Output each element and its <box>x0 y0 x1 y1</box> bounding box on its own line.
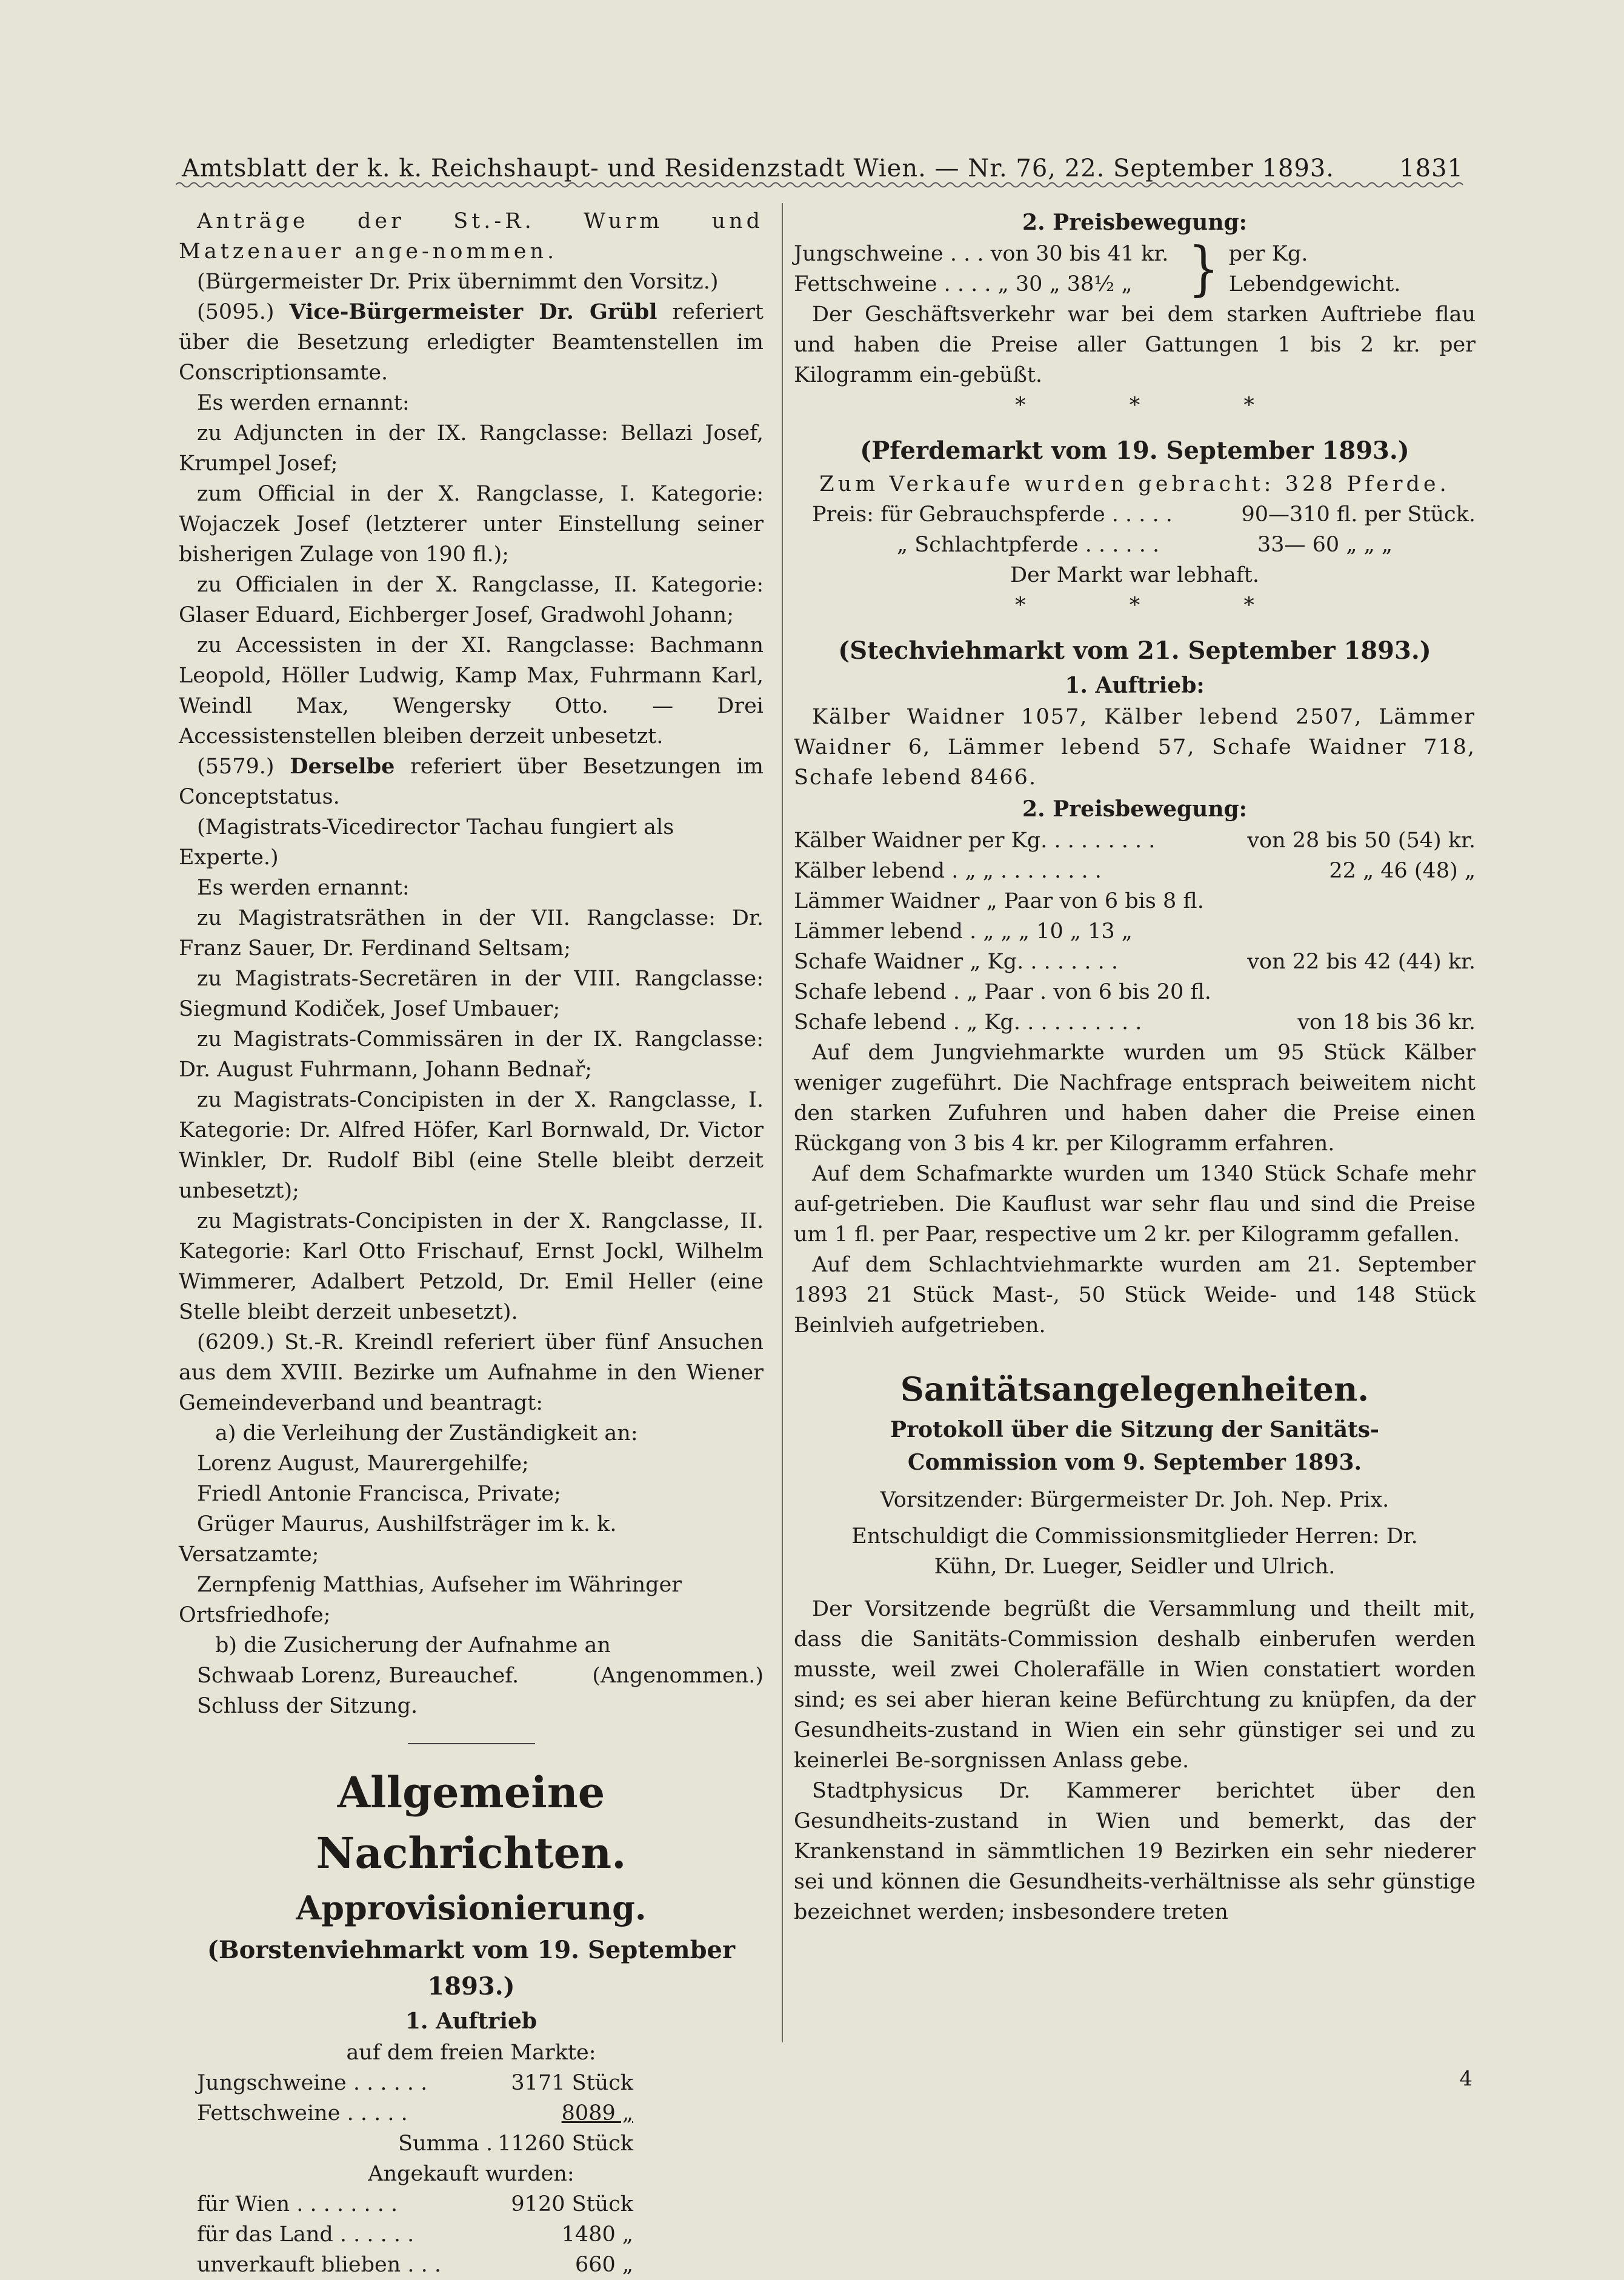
subheading: 2. Preisbewegung: <box>1022 796 1247 822</box>
subheading: auf dem freien Markte: <box>346 2041 596 2065</box>
paragraph: Es werden ernannt: <box>197 391 410 415</box>
row-label: für das Land . . . . . . <box>197 2222 414 2247</box>
paragraph: Grüger Maurus, Aushilfsträger im k. k. Versatzamte; <box>179 1512 617 1567</box>
table-row <box>794 916 1476 947</box>
paragraph: Entschuldigt die Commissionsmitglieder Herren: Dr. Kühn, Dr. Lueger, Seidler und Ulrich. <box>851 1524 1418 1579</box>
paragraph-text: (Angenommen.) <box>592 1664 764 1688</box>
paragraph: Es werden ernannt: <box>197 876 410 900</box>
price-row: Fettschweine . . . . „ 30 „ 38½ „ <box>794 272 1133 296</box>
paragraph <box>179 752 764 812</box>
signature-mark: 4 <box>1459 2067 1473 2091</box>
table-row <box>197 2189 633 2219</box>
purchase-table <box>197 2189 633 2280</box>
separator-stars: * * * <box>1015 593 1303 618</box>
row-value: von 18 bis 36 kr. <box>1297 1010 1476 1035</box>
page-number: 1831 <box>1399 155 1463 182</box>
speaker-name: Vice-Bürgermeister Dr. Grübl <box>289 299 657 324</box>
item-number: (5579.) <box>197 755 275 779</box>
table-row <box>794 499 1476 530</box>
price-table <box>794 825 1476 1038</box>
subsection-heading: Approvisionierung. <box>296 1888 647 1927</box>
row-value: 11260 Stück <box>498 2132 633 2156</box>
row-value: von 28 bis 50 (54) kr. <box>1247 828 1476 853</box>
right-column <box>794 206 1476 1927</box>
row-value: 660 „ <box>574 2253 633 2277</box>
paragraph: Der Geschäftsverkehr war bei dem starken Auftriebe flau und haben die Preise aller Gattungen 1 bis 2 kr. per Kilogramm ein-gebüßt. <box>794 302 1476 387</box>
paragraph: Lorenz August, Maurergehilfe; <box>197 1452 529 1476</box>
table-row <box>794 977 1476 1007</box>
row-label: unverkauft blieben . . . <box>197 2253 441 2277</box>
row-label: Kälber lebend . „ „ . . . . . . . . <box>794 859 1102 883</box>
left-column <box>179 206 764 2280</box>
paragraph: zu Magistratsräthen in der VII. Rangclasse: Dr. Franz Sauer, Dr. Ferdinand Seltsam; <box>179 906 764 961</box>
row-value: 90—310 fl. per Stück. <box>1241 502 1476 527</box>
table-row <box>794 530 1476 560</box>
row-label: für Wien . . . . . . . . <box>197 2192 398 2216</box>
speaker-name: Derselbe <box>290 754 395 779</box>
brace-symbol: } <box>1188 235 1219 303</box>
paragraph-text: referiert über Besetzungen im Conceptstatus. <box>179 755 764 809</box>
subheading: 2. Preisbewegung: <box>1022 210 1247 235</box>
row-label: Lämmer lebend . „ „ „ 10 „ 13 „ <box>794 919 1133 944</box>
price-block <box>794 235 1476 303</box>
row-label: Fettschweine . . . . . <box>197 2101 408 2125</box>
table-row <box>197 2128 633 2159</box>
table-row <box>794 825 1476 856</box>
row-label: Preis: für Gebrauchspferde . . . . . <box>812 502 1173 527</box>
table-row <box>197 2068 633 2098</box>
protocol-heading: Protokoll über die Sitzung der Sanitäts-Commission vom 9. September 1893. <box>890 1417 1379 1475</box>
paragraph: Auf dem Jungviehmarkte wurden um 95 Stück Kälber weniger zugeführt. Die Nachfrage entsprach beiweitem nicht den starken Zufuhren und haben daher die Preise einen Rückgang von 3 bis 4 kr. per Kilogramm erfahren. <box>794 1041 1476 1156</box>
row-value: von 22 bis 42 (44) kr. <box>1247 950 1476 974</box>
paragraph: zu Magistrats-Commissären in der IX. Rangclasse: Dr. August Fuhrmann, Johann Bednař; <box>179 1027 764 1082</box>
table-row <box>197 2250 633 2280</box>
column-divider <box>782 203 783 2042</box>
row-label: Schafe Waidner „ Kg. . . . . . . . <box>794 950 1118 974</box>
table-row <box>794 947 1476 977</box>
row-label: Schafe lebend . „ Paar . von 6 bis 20 fl. <box>794 980 1211 1004</box>
paragraph: zu Magistrats-Concipisten in der X. Rangclasse, II. Kategorie: Karl Otto Frischauf, Ernst Jockl, Wilhelm Wimmerer, Adalbert Petzold, Dr. Emil Heller (eine Stelle bleibt derzeit unbesetzt). <box>179 1209 764 1324</box>
paragraph: Zernpfenig Matthias, Aufseher im Währinger Ortsfriedhofe; <box>179 1573 682 1627</box>
livestock-table <box>197 2068 633 2159</box>
price-row: Jungschweine . . . von 30 bis 41 kr. <box>794 242 1169 266</box>
paragraph: (Bürgermeister Dr. Prix übernimmt den Vorsitz.) <box>197 270 719 294</box>
section-divider <box>408 1743 535 1744</box>
paragraph: Zum Verkaufe wurden gebracht: 328 Pferde. <box>819 472 1450 496</box>
price-note: per Kg. Lebendgewicht. <box>1228 242 1401 296</box>
subheading: 1. Auftrieb: <box>1065 673 1205 698</box>
paragraph-text: Schwaab Lorenz, Bureauchef. <box>197 1664 519 1688</box>
paragraph: Friedl Antonie Francisca, Private; <box>197 1482 561 1506</box>
paragraph: Der Vorsitzende begrüßt die Versammlung und theilt mit, dass die Sanitäts-Commission deshalb einberufen werden musste, weil zwei Cholerafälle in Wien constatiert worden sind; es sei aber hieran keine Befürchtung zu knüpfen, da der Gesundheits-zustand in Wien ein sehr günstiger sei und zu keinerlei Be-sorgnissen Anlass gebe. <box>794 1597 1476 1773</box>
header-wavy-rule <box>176 181 1466 189</box>
row-label: Schafe lebend . „ Kg. . . . . . . . . . <box>794 1010 1142 1035</box>
paragraph <box>179 1661 764 1691</box>
paragraph: Vorsitzender: Bürgermeister Dr. Joh. Nep. Prix. <box>880 1488 1389 1512</box>
row-value: 33— 60 „ „ „ <box>1257 533 1393 557</box>
row-value: 9120 Stück <box>511 2192 633 2216</box>
row-value: 8089 „ <box>561 2101 633 2125</box>
row-label: Lämmer Waidner „ Paar von 6 bis 8 fl. <box>794 889 1204 913</box>
paragraph: b) die Zusicherung der Aufnahme an <box>215 1633 611 1658</box>
paragraph: Auf dem Schlachtviehmarkte wurden am 21. September 1893 21 Stück Mast-, 50 Stück Weide- und 148 Stück Beinlvieh aufgetrieben. <box>794 1253 1476 1338</box>
row-value: 22 „ 46 (48) „ <box>1329 859 1476 883</box>
item-number: (5095.) <box>197 300 275 324</box>
separator-stars: * * * <box>1015 393 1303 418</box>
paragraph: zu Officialen in der X. Rangclasse, II. Kategorie: Glaser Eduard, Eichberger Josef, Gradwohl Johann; <box>179 573 764 627</box>
row-label: Jungschweine . . . . . . <box>197 2071 428 2095</box>
paragraph-text: referiert über die Besetzung erledigter Beamtenstellen im Conscriptionsamte. <box>179 300 764 385</box>
section-heading: Allgemeine Nachrichten. <box>316 1767 627 1878</box>
market-heading: (Borstenviehmarkt vom 19. September 1893.) <box>207 1936 736 2001</box>
paragraph: Der Markt war lebhaft. <box>1010 563 1259 587</box>
market-heading: (Stechviehmarkt vom 21. September 1893.) <box>838 636 1431 665</box>
table-row <box>794 856 1476 886</box>
table-row <box>794 886 1476 916</box>
section-heading: Sanitätsangelegenheiten. <box>900 1370 1369 1408</box>
subheading: Angekauft wurden: <box>368 2162 574 2186</box>
paragraph: Anträge der St.-R. Wurm und Matzenauer ange-nommen. <box>179 209 764 264</box>
paragraph <box>179 297 764 388</box>
row-value: 3171 Stück <box>511 2071 633 2095</box>
paragraph: zum Official in der X. Rangclasse, I. Kategorie: Wojaczek Josef (letzterer unter Einstellung seiner bisherigen Zulage von 190 fl.); <box>179 482 764 567</box>
paragraph: (6209.) St.-R. Kreindl referiert über fünf Ansuchen aus dem XVIII. Bezirke um Aufnahme in den Wiener Gemeindeverband und beantragt: <box>179 1330 764 1415</box>
paragraph: zu Accessisten in der XI. Rangclasse: Bachmann Leopold, Höller Ludwig, Kamp Max, Fuhrmann Karl, Weindl Max, Wengersky Otto. — Drei Accessistenstellen bleiben derzeit unbesetzt. <box>179 633 764 748</box>
paragraph: a) die Verleihung der Zuständigkeit an: <box>215 1421 638 1445</box>
subheading: 1. Auftrieb <box>405 2008 537 2034</box>
paragraph: Kälber Waidner 1057, Kälber lebend 2507, Lämmer Waidner 6, Lämmer lebend 57, Schafe Waidner 718, Schafe lebend 8466. <box>794 705 1476 790</box>
row-label: „ Schlachtpferde . . . . . . <box>897 533 1160 557</box>
paragraph: Auf dem Schafmarkte wurden um 1340 Stück Schafe mehr auf-getrieben. Die Kauflust war sehr flau und sind die Preise um 1 fl. per Paar, respective um 2 kr. per Kilogramm gefallen. <box>794 1162 1476 1247</box>
table-row <box>197 2219 633 2250</box>
market-heading: (Pferdemarkt vom 19. September 1893.) <box>860 436 1409 465</box>
row-label: Summa . <box>398 2132 493 2156</box>
paragraph: Schluss der Sitzung. <box>197 1694 418 1718</box>
paragraph: zu Adjuncten in der IX. Rangclasse: Bellazi Josef, Krumpel Josef; <box>179 421 764 476</box>
row-label: Kälber Waidner per Kg. . . . . . . . . <box>794 828 1156 853</box>
table-row <box>197 2098 633 2128</box>
table-row <box>794 1007 1476 1038</box>
paragraph: (Magistrats-Vicedirector Tachau fungiert als Experte.) <box>179 815 674 870</box>
paragraph: zu Magistrats-Concipisten in der X. Rangclasse, I. Kategorie: Dr. Alfred Höfer, Karl Bornwald, Dr. Victor Winkler, Dr. Rudolf Bibl (eine Stelle bleibt derzeit unbesetzt); <box>179 1088 764 1203</box>
header-title: Amtsblatt der k. k. Reichshaupt- und Residenzstadt Wien. — Nr. 76, 22. September 1893. <box>182 155 1335 182</box>
row-value: 1480 „ <box>561 2222 633 2247</box>
paragraph: Stadtphysicus Dr. Kammerer berichtet über den Gesundheits-zustand in Wien und bemerkt, das der Krankenstand in sämmtlichen 19 Bezirken ein sehr niederer sei und können die Gesundheits-verhältnisse als sehr günstige bezeichnet werden; insbesondere treten <box>794 1779 1476 1924</box>
paragraph: zu Magistrats-Secretären in der VIII. Rangclasse: Siegmund Kodiček, Josef Umbauer; <box>179 967 764 1021</box>
